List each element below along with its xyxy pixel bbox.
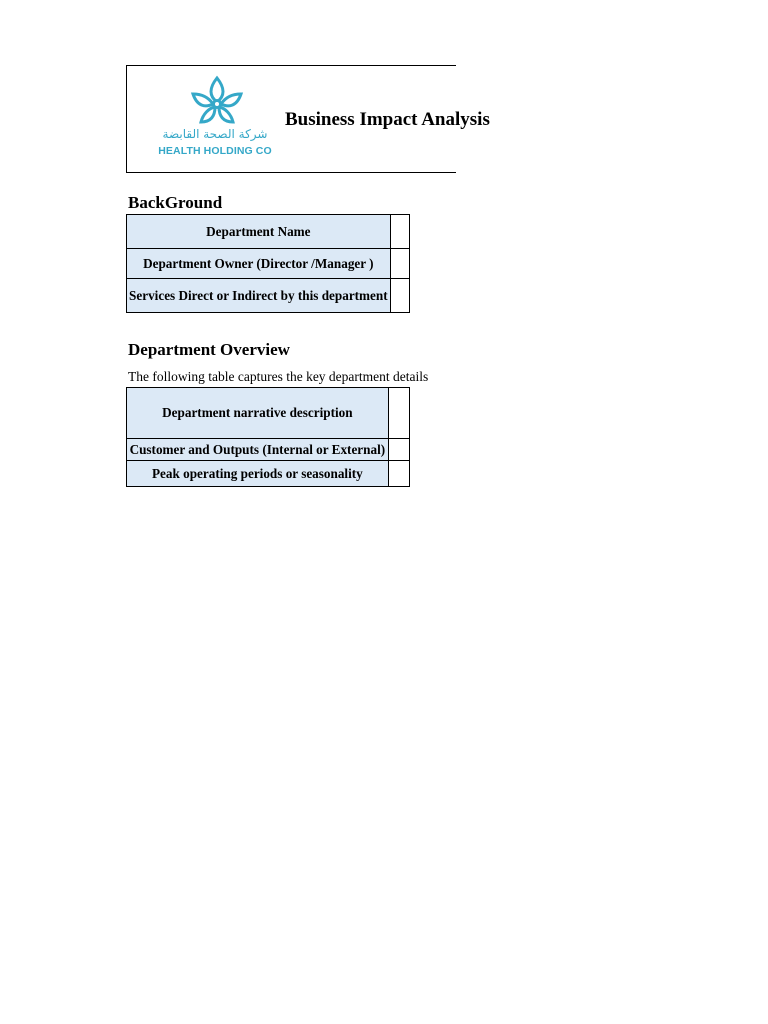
department-name-field[interactable] — [390, 215, 409, 249]
table-row — [127, 388, 410, 439]
department-owner-field[interactable] — [390, 249, 409, 279]
star-flower-logo-icon — [157, 74, 277, 134]
peak-periods-field[interactable] — [388, 461, 409, 487]
table-row — [127, 215, 410, 249]
logo-english-text: HEALTH HOLDING CO — [158, 145, 272, 157]
overview-table — [126, 387, 410, 487]
customer-outputs-label: Customer and Outputs (Internal or External) — [127, 439, 389, 461]
table-row — [127, 249, 410, 279]
narrative-description-label: Department narrative description — [127, 388, 389, 439]
department-owner-label: Department Owner (Director /Manager ) — [127, 249, 391, 279]
document-header — [126, 65, 490, 173]
background-heading: BackGround — [128, 193, 223, 212]
services-field[interactable] — [390, 279, 409, 313]
table-row — [127, 461, 410, 487]
table-row — [127, 279, 410, 313]
peak-periods-label: Peak operating periods or seasonality — [127, 461, 389, 487]
overview-heading: Department Overview — [128, 340, 290, 359]
narrative-description-field[interactable] — [388, 388, 409, 439]
services-label: Services Direct or Indirect by this department — [127, 279, 391, 313]
department-name-label: Department Name — [127, 215, 391, 249]
overview-intro-text: The following table captures the key department details — [128, 369, 429, 384]
customer-outputs-field[interactable] — [388, 439, 409, 461]
document-title: Business Impact Analysis — [285, 109, 490, 130]
logo-arabic-text: شركة الصحة القابضة — [162, 127, 268, 141]
table-row — [127, 439, 410, 461]
background-table — [126, 214, 410, 313]
